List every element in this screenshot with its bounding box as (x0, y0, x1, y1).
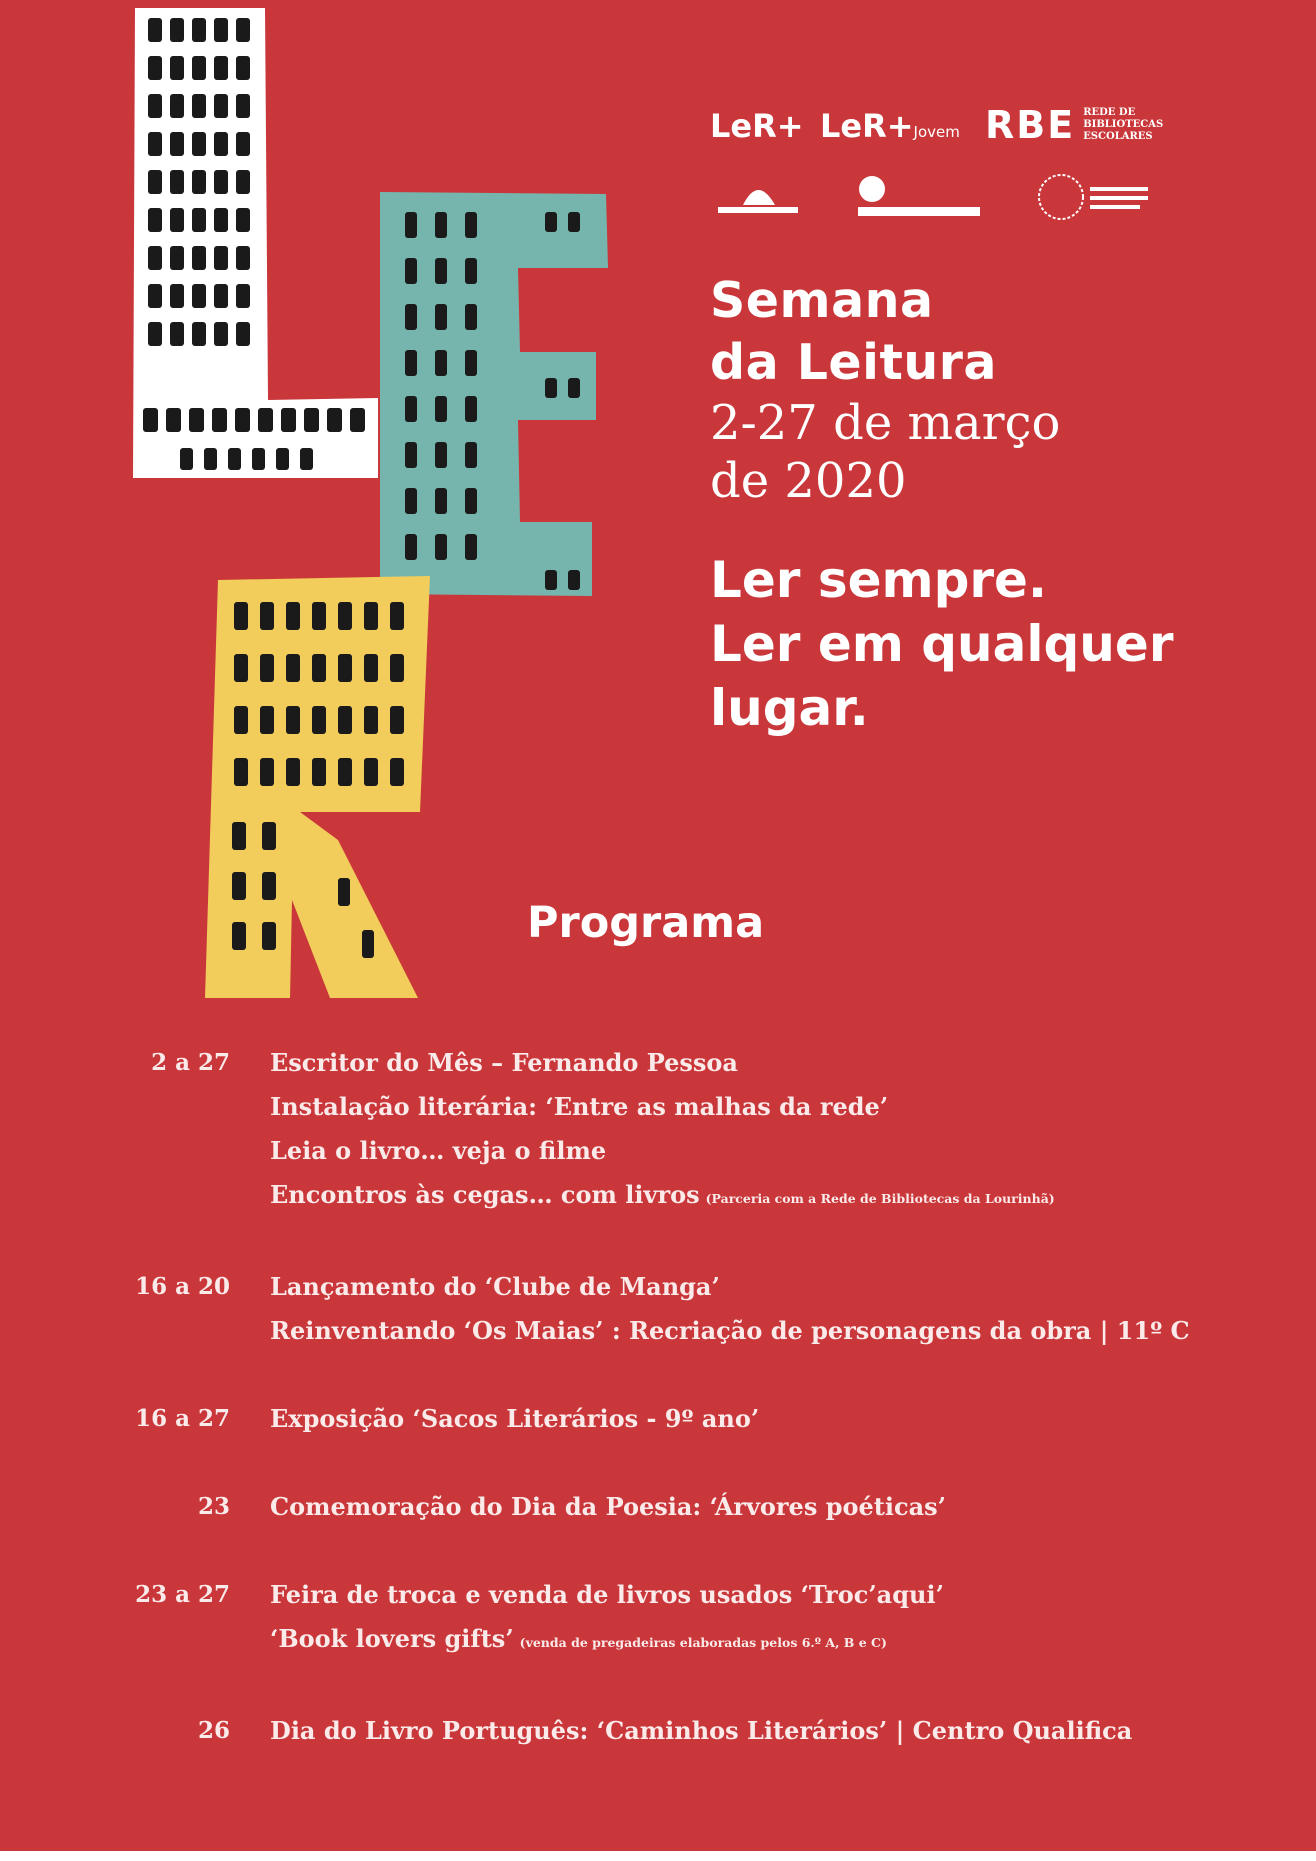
window-mark (262, 822, 276, 850)
program-event (120, 1573, 1220, 1665)
window-mark (312, 602, 326, 630)
window-mark (286, 654, 300, 682)
window-mark (214, 132, 228, 156)
window-mark (214, 94, 228, 118)
window-mark (214, 18, 228, 42)
window-mark (235, 408, 250, 432)
window-mark (465, 258, 477, 284)
motto-line2: Ler em qualquer (710, 615, 1174, 673)
event-title-line1: Semana (710, 272, 934, 329)
window-mark (405, 258, 417, 284)
event-date: 23 (197, 1493, 230, 1520)
window-mark (148, 170, 162, 194)
ler-mais-jovem-logo: LeR+Jovem (820, 107, 960, 145)
window-mark (262, 922, 276, 950)
window-mark (327, 408, 342, 432)
window-mark (435, 488, 447, 514)
window-mark (338, 878, 350, 906)
event-date: 16 a 20 (135, 1273, 230, 1300)
window-mark (465, 488, 477, 514)
window-mark (192, 18, 206, 42)
window-mark (465, 442, 477, 468)
window-mark (405, 350, 417, 376)
event-dates-line1: 2-27 de março (710, 395, 1061, 451)
window-mark (286, 706, 300, 734)
window-mark (465, 350, 477, 376)
window-mark (465, 304, 477, 330)
window-mark (148, 132, 162, 156)
window-mark (192, 170, 206, 194)
window-mark (286, 602, 300, 630)
window-mark (304, 408, 319, 432)
window-mark (435, 304, 447, 330)
window-mark (338, 706, 352, 734)
event-activity: Dia do Livro Português: ‘Caminhos Literários’ | Centro Qualifica (270, 1716, 1133, 1745)
window-mark (260, 706, 274, 734)
window-mark (192, 284, 206, 308)
partner-logos (705, 95, 1185, 225)
window-mark (204, 448, 217, 470)
program-list (120, 1041, 1220, 1753)
window-mark (192, 94, 206, 118)
activity-note: (venda de pregadeiras elaboradas pelos 6.º A, B e C) (519, 1635, 887, 1650)
window-mark (435, 534, 447, 560)
window-mark (170, 246, 184, 270)
window-mark (252, 448, 265, 470)
window-mark (568, 378, 580, 398)
window-mark (232, 922, 246, 950)
window-mark (568, 570, 580, 590)
ler-mais-logo: LeR+ (710, 107, 804, 145)
window-mark (405, 212, 417, 238)
window-mark (148, 208, 162, 232)
window-mark (236, 132, 250, 156)
window-mark (281, 408, 296, 432)
window-mark (286, 758, 300, 786)
motto-line1: Ler sempre. (710, 551, 1047, 609)
window-mark (405, 304, 417, 330)
window-mark (312, 654, 326, 682)
window-mark (170, 170, 184, 194)
window-mark (148, 322, 162, 346)
window-mark (300, 448, 313, 470)
event-activity: Feira de troca e venda de livros usados ‘Troc’aqui’ (270, 1580, 944, 1609)
event-activities (270, 1397, 1220, 1441)
window-mark (568, 212, 580, 232)
window-mark (312, 758, 326, 786)
event-date: 16 a 27 (135, 1405, 230, 1432)
window-mark (214, 322, 228, 346)
event-activity: Escritor do Mês – Fernando Pessoa (270, 1048, 738, 1077)
window-mark (170, 132, 184, 156)
window-mark (236, 208, 250, 232)
window-mark (214, 208, 228, 232)
event-activity: Exposição ‘Sacos Literários - 9º ano’ (270, 1404, 760, 1433)
window-mark (236, 322, 250, 346)
window-mark (545, 570, 557, 590)
window-mark (214, 284, 228, 308)
window-mark (364, 758, 378, 786)
event-activity: Comemoração do Dia da Poesia: ‘Árvores poéticas’ (270, 1492, 946, 1521)
program-event (120, 1265, 1220, 1353)
event-activities (270, 1485, 1220, 1529)
event-date: 2 a 27 (151, 1049, 230, 1076)
window-mark (465, 396, 477, 422)
window-mark (258, 408, 273, 432)
motto-line3: lugar. (710, 679, 869, 737)
ler-qualifica-logo (713, 175, 803, 217)
window-mark (189, 408, 204, 432)
event-title-line2: da Leitura (710, 334, 997, 391)
event-activity: Instalação literária: ‘Entre as malhas da rede’ (270, 1092, 889, 1121)
letter-r-yellow (205, 576, 430, 998)
window-mark (212, 408, 227, 432)
window-mark (545, 212, 557, 232)
hero-title-block (710, 270, 1173, 740)
window-mark (236, 18, 250, 42)
window-mark (180, 448, 193, 470)
window-mark (364, 602, 378, 630)
window-mark (170, 18, 184, 42)
ler-letters-artwork (0, 0, 640, 1010)
window-mark (362, 930, 374, 958)
window-mark (312, 706, 326, 734)
rbe-logo: RBE REDE DE BIBLIOTECAS ESCOLARES (985, 103, 1164, 147)
window-mark (405, 488, 417, 514)
window-mark (170, 322, 184, 346)
event-activities (270, 1573, 1220, 1665)
window-mark (435, 212, 447, 238)
window-mark (234, 602, 248, 630)
window-mark (236, 170, 250, 194)
window-mark (143, 408, 158, 432)
window-mark (405, 442, 417, 468)
window-mark (192, 208, 206, 232)
window-mark (148, 18, 162, 42)
window-mark (170, 56, 184, 80)
window-mark (435, 350, 447, 376)
letter-e-teal (380, 192, 608, 596)
school-group-logo (1035, 171, 1155, 223)
window-mark (338, 602, 352, 630)
window-mark (338, 654, 352, 682)
event-activity: Reinventando ‘Os Maias’ : Recriação de personagens da obra | 11º C (270, 1316, 1190, 1345)
window-mark (192, 322, 206, 346)
window-mark (148, 94, 162, 118)
ler-e-top-logo (850, 175, 985, 223)
window-mark (170, 94, 184, 118)
program-title: Programa (527, 898, 765, 948)
event-activity: Lançamento do ‘Clube de Manga’ (270, 1272, 720, 1301)
motto (710, 548, 1173, 740)
window-mark (260, 602, 274, 630)
window-mark (236, 284, 250, 308)
event-dates-line2: de 2020 (710, 453, 907, 509)
window-mark (435, 258, 447, 284)
window-mark (192, 246, 206, 270)
window-mark (192, 56, 206, 80)
window-mark (465, 534, 477, 560)
program-event (120, 1041, 1220, 1221)
window-mark (364, 654, 378, 682)
window-mark (435, 442, 447, 468)
event-date: 23 a 27 (135, 1581, 230, 1608)
window-mark (465, 212, 477, 238)
program-event (120, 1485, 1220, 1529)
window-mark (390, 602, 404, 630)
window-mark (234, 654, 248, 682)
window-mark (166, 408, 181, 432)
window-mark (390, 654, 404, 682)
letter-l-white (133, 8, 378, 478)
window-mark (390, 706, 404, 734)
event-date: 26 (197, 1717, 230, 1744)
program-event (120, 1397, 1220, 1441)
window-mark (405, 534, 417, 560)
window-mark (214, 56, 228, 80)
window-mark (364, 706, 378, 734)
activity-note: (Parceria com a Rede de Bibliotecas da Lourinhã) (705, 1191, 1055, 1206)
window-mark (262, 872, 276, 900)
window-mark (170, 284, 184, 308)
window-mark (148, 56, 162, 80)
window-mark (232, 822, 246, 850)
event-activities (270, 1709, 1220, 1753)
window-mark (232, 872, 246, 900)
event-activity: Encontros às cegas… com livros (Parceria com a Rede de Bibliotecas da Lourinhã) (270, 1180, 1055, 1209)
window-mark (236, 94, 250, 118)
window-mark (148, 284, 162, 308)
window-mark (170, 208, 184, 232)
event-activity: ‘Book lovers gifts’ (venda de pregadeiras elaboradas pelos 6.º A, B e C) (270, 1624, 887, 1653)
window-mark (236, 246, 250, 270)
window-mark (338, 758, 352, 786)
window-mark (234, 706, 248, 734)
event-activities (270, 1041, 1220, 1221)
window-mark (236, 56, 250, 80)
window-mark (545, 378, 557, 398)
window-mark (390, 758, 404, 786)
window-mark (214, 246, 228, 270)
window-mark (350, 408, 365, 432)
window-mark (228, 448, 241, 470)
window-mark (214, 170, 228, 194)
window-mark (276, 448, 289, 470)
window-mark (234, 758, 248, 786)
window-mark (405, 396, 417, 422)
event-activities (270, 1265, 1220, 1353)
program-event (120, 1709, 1220, 1753)
event-activity: Leia o livro… veja o filme (270, 1136, 607, 1165)
window-mark (260, 758, 274, 786)
window-mark (148, 246, 162, 270)
window-mark (435, 396, 447, 422)
window-mark (260, 654, 274, 682)
window-mark (192, 132, 206, 156)
